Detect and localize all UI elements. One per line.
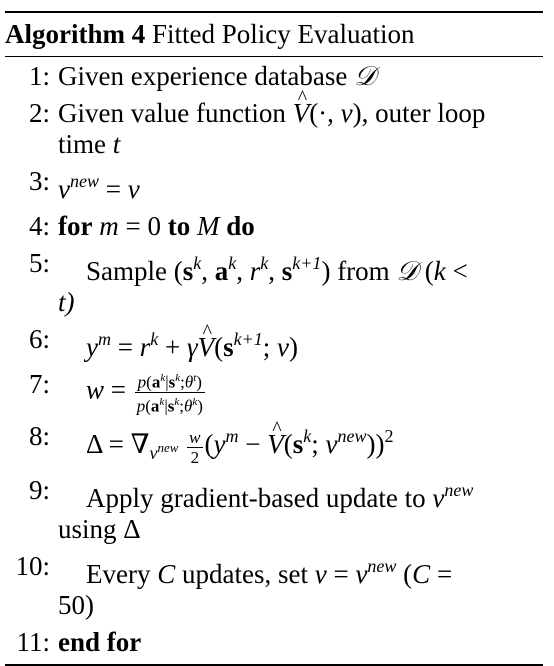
- line-body: Given experience database 𝒟: [58, 61, 376, 92]
- line-body: Apply gradient-based update to $\nu^{new}$: [86, 480, 474, 514]
- line-6: [5, 324, 543, 363]
- line-body: for m = 0 to M do: [58, 211, 255, 241]
- line-body: Sample ($s^k$, $a^k$, $r^k$, $s^{k+1}$) from 𝒟 (k <: [86, 253, 468, 287]
- line-2-continuation: time t: [58, 129, 121, 159]
- line-2: [5, 98, 543, 129]
- line-number: 7:: [28, 369, 50, 399]
- line-10-continuation: 50): [58, 590, 94, 621]
- line-5: [5, 248, 543, 287]
- line-body: Given value function ^ V(·, ν), outer loop: [50, 98, 543, 129]
- algorithm-caption: [5, 13, 543, 50]
- line-4: [5, 211, 543, 242]
- line-number: 9:: [28, 475, 50, 506]
- line-body: Every C updates, set $\nu = \nu^{new}$ (C =: [86, 556, 453, 590]
- line-body: $\Delta = \nabla_{\nu^{new}}$ $\frac{w}{2}$ ($y^m$ − ^ $V(s^k$; $\nu^{new}))^2$: [50, 421, 543, 469]
- line-3: [5, 166, 543, 205]
- line-5-continuation: t): [58, 287, 75, 317]
- line-body: w = $\frac{p(a^k|s^k;\theta^t)}{p(a^k|s^k;\theta^k)}$: [50, 369, 543, 415]
- line-1: [5, 61, 543, 92]
- line-number: 3:: [28, 166, 50, 196]
- line-8: [5, 421, 543, 469]
- line-body: $y^m = r^k$ + γ^ $V(s^{k+1}$; ν): [50, 324, 543, 363]
- line-number: 1:: [28, 61, 50, 91]
- line-number: 5:: [28, 248, 50, 278]
- line-number: 4:: [28, 211, 50, 241]
- algorithm-label: Algorithm 4: [5, 19, 146, 49]
- line-body: $\nu^{new} = \nu$: [58, 171, 140, 204]
- line-number: 10:: [15, 551, 50, 582]
- line-number: 8:: [28, 421, 50, 452]
- line-7: [5, 369, 543, 415]
- line-body: end for: [58, 627, 142, 658]
- line-number: 2:: [28, 98, 50, 128]
- line-9: [5, 475, 543, 514]
- line-number: 6:: [28, 324, 50, 354]
- algorithm-block: [5, 11, 543, 666]
- line-number: 11:: [16, 627, 50, 658]
- line-10: [5, 551, 543, 590]
- algorithm-title: Fitted Policy Evaluation: [151, 19, 415, 49]
- line-9-continuation: using Δ: [58, 514, 141, 545]
- algorithm-lines: [5, 61, 543, 658]
- caption-rule: [5, 56, 543, 57]
- line-11: [5, 627, 543, 658]
